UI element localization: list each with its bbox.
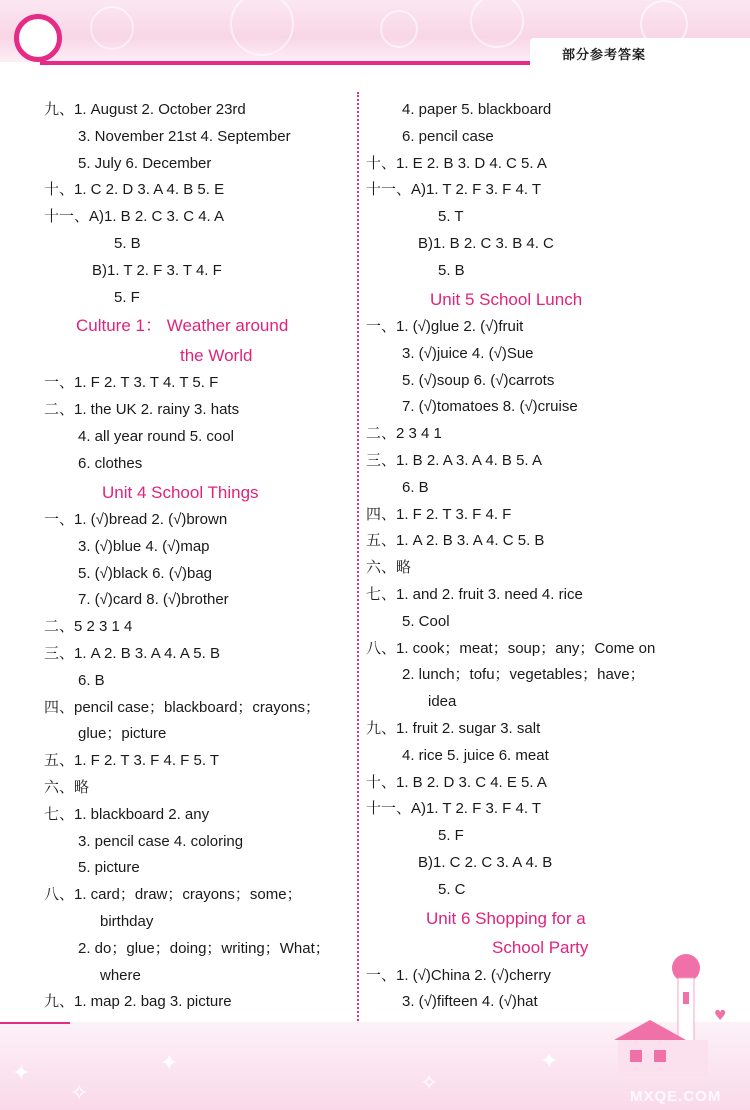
answer-line: birthday [100,913,154,931]
answer-line: B)1. B 2. C 3. B 4. C [418,234,554,252]
answer-line: 7. (√)card 8. (√)brother [78,591,229,609]
answer-line: 六、略 [366,559,412,577]
svg-text:♥: ♥ [714,1008,727,1024]
header-rule [40,61,540,65]
answer-line: 四、pencil case；blackboard；crayons； [44,698,320,716]
answer-line: 五、1. A 2. B 3. A 4. C 5. B [366,532,545,550]
answer-line: 4. paper 5. blackboard [402,101,552,118]
answer-line: 3. November 21st 4. September [78,127,291,145]
decor-bubble [380,10,418,48]
star-icon: ✧ [70,1080,89,1105]
answer-line: 十、1. C 2. D 3. A 4. B 5. E [44,181,225,199]
answer-line: 2. do；glue；doing；writing；What； [78,939,330,957]
answer-line: 4. rice 5. juice 6. meat [402,746,549,764]
answer-line: idea [428,693,457,711]
section-heading: Unit 5 School Lunch [430,289,583,309]
answer-line: 七、1. blackboard 2. any [44,805,210,823]
star-icon: ✦ [12,1060,31,1085]
footer-rule [0,1022,70,1024]
answer-line: 5. picture [78,859,140,877]
answer-line: 5. (√)soup 6. (√)carrots [402,371,555,389]
star-icon: ✦ [540,1048,559,1073]
answer-line: 5. C [438,880,466,898]
answer-line: 九、1. August 2. October 23rd [44,101,246,118]
answer-line: 一、1. (√)glue 2. (√)fruit [366,318,524,336]
decor-bubble [230,0,294,56]
answer-line: 八、1. cook；meat；soup；any；Come on [366,639,656,657]
answer-line: 7. (√)tomatoes 8. (√)cruise [402,398,578,416]
answer-line: 二、2 3 4 1 [366,425,442,443]
section-heading: the World [180,345,253,365]
answer-line: B)1. C 2. C 3. A 4. B [418,854,553,872]
answer-column-left [44,97,356,1016]
section-heading: Culture 1： Weather around [76,316,289,336]
decor-bubble [470,0,524,48]
section-heading: School Party [492,938,589,958]
answer-line: 6. B [78,671,105,689]
castle-icon [610,950,730,1080]
answer-line: 六、略 [44,779,90,797]
answer-line: 6. pencil case [402,127,494,145]
answer-line: 一、1. (√)bread 2. (√)brown [44,511,228,529]
answer-line: 二、5 2 3 1 4 [44,618,133,636]
answer-line: where [100,966,141,984]
answer-line: 5. T [438,208,464,226]
answer-line: 2. lunch；tofu；vegetables；have； [402,666,645,684]
answer-line: 八、1. card；draw；crayons；some； [44,886,302,904]
answer-line: 七、1. and 2. fruit 3. need 4. rice [366,586,583,604]
answer-line: 三、1. B 2. A 3. A 4. B 5. A [366,452,542,470]
header-ring-icon [14,14,62,62]
answer-line: 五、1. F 2. T 3. F 4. F 5. T [44,752,220,770]
answer-line: 5. (√)black 6. (√)bag [78,564,213,582]
answer-line: B)1. T 2. F 3. T 4. F [92,261,222,279]
page-title: 部分参考答案 [562,47,647,62]
answer-line: 十、1. E 2. B 3. D 4. C 5. A [366,154,547,172]
column-divider [357,92,359,1024]
decor-bubble [90,6,134,50]
star-icon: ✧ [420,1070,439,1095]
answer-line: 3. pencil case 4. coloring [78,832,244,850]
answer-line: 6. clothes [78,454,143,472]
answer-line: 一、1. F 2. T 3. T 4. T 5. F [44,374,219,392]
answer-line: 二、1. the UK 2. rainy 3. hats [44,401,240,419]
answer-line: 5. B [438,261,465,279]
answer-line: 一、1. (√)China 2. (√)cherry [366,966,551,984]
star-icon: ✦ [160,1050,179,1075]
answer-line: 三、1. A 2. B 3. A 4. A 5. B [44,645,220,663]
answer-line: 十一、A)1. B 2. C 3. C 4. A [44,208,225,226]
answer-line: 十一、A)1. T 2. F 3. F 4. T [366,181,542,199]
answer-line: 十、1. B 2. D 3. C 4. E 5. A [366,773,547,791]
answer-column-right [366,97,738,1016]
watermark: MXQE.COM [630,1088,722,1105]
answer-line: 九、1. fruit 2. sugar 3. salt [366,720,541,738]
answer-line: 四、1. F 2. T 3. F 4. F [366,505,512,523]
answer-line: 6. B [402,478,429,496]
answer-line: 3. (√)juice 4. (√)Sue [402,344,534,362]
answer-line: 十一、A)1. T 2. F 3. F 4. T [366,800,542,818]
section-heading: Unit 4 School Things [102,482,259,502]
answer-line: 5. July 6. December [78,154,212,172]
answer-line: 3. (√)blue 4. (√)map [78,537,210,555]
answer-line: 5. B [114,234,141,252]
answer-line: 4. all year round 5. cool [78,427,234,445]
answer-line: 5. F [114,288,140,306]
section-heading: Unit 6 Shopping for a [426,908,586,928]
answer-line: 5. F [438,827,464,845]
answer-line: 5. Cool [402,612,450,630]
answer-line: glue；picture [78,725,167,743]
answer-line: 3. (√)fifteen 4. (√)hat [402,993,538,1011]
answer-line: 九、1. map 2. bag 3. picture [44,993,232,1011]
